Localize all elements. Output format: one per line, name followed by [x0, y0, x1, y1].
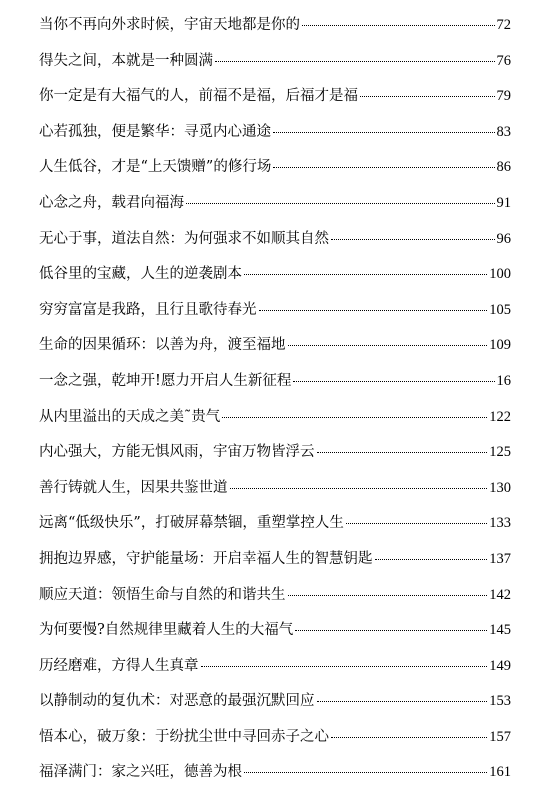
toc-entry[interactable]: [39, 506, 511, 542]
toc-entry[interactable]: [39, 613, 511, 649]
toc-dot-leader: [244, 274, 487, 275]
toc-dot-leader: [331, 737, 487, 738]
toc-entry[interactable]: [39, 44, 511, 80]
toc-entry-title: 你一定是有大福气的人，前福不是福，后福才是福: [39, 88, 358, 105]
toc-entry-page-number: 137: [489, 550, 511, 567]
toc-entry-title: 无心于事，道法自然：为何强求不如顺其自然: [39, 230, 329, 247]
toc-entry-page-number: 157: [489, 728, 511, 745]
toc-entry-title: 一念之强，乾坤开!愿力开启人生新征程: [39, 372, 292, 389]
toc-entry-title: 当你不再向外求时候，宇宙天地都是你的: [39, 17, 300, 33]
toc-entry[interactable]: [39, 649, 511, 685]
toc-entry-page-number: 142: [489, 586, 511, 603]
toc-entry-title: 远离“低级快乐”，打破屏幕禁锢，重塑掌控人生: [39, 515, 344, 532]
toc-entry[interactable]: [39, 150, 511, 186]
toc-entry-page-number: 161: [489, 764, 511, 781]
toc-entry-title: 为何要慢?自然规律里藏着人生的大福气: [39, 622, 294, 639]
toc-entry-page-number: 72: [496, 17, 511, 33]
toc-entry-title: 低谷里的宝藏，人生的逆袭剧本: [39, 266, 242, 283]
toc-entry-title: 人生低谷，才是“上天馈赠”的修行场: [39, 159, 272, 176]
toc-entry-title: 福泽满门：家之兴旺，德善为根: [39, 764, 242, 781]
toc-entry[interactable]: [39, 578, 511, 614]
toc-entry-page-number: 96: [496, 230, 511, 247]
toc-entry-page-number: 130: [489, 479, 511, 496]
toc-dot-leader: [288, 595, 488, 596]
toc-entry-title: 历经磨难，方得人生真章: [39, 657, 199, 674]
toc-entry-title: 顺应天道：领悟生命与自然的和谐共生: [39, 586, 286, 603]
toc-dot-leader: [273, 167, 494, 168]
toc-entry[interactable]: [39, 435, 511, 471]
toc-entry[interactable]: [39, 542, 511, 578]
toc-entry-title: 得失之间，本就是一种圆满: [39, 52, 213, 69]
toc-entry-title: 悟本心，破万象：于纷扰尘世中寻回赤子之心: [39, 728, 329, 745]
toc-entry[interactable]: [39, 222, 511, 258]
toc-dot-leader: [293, 381, 494, 382]
toc-entry-title: 善行铸就人生，因果共鉴世道: [39, 479, 228, 496]
toc-dot-leader: [215, 61, 495, 62]
toc-entry-title: 以静制动的复仇术：对恶意的最强沉默回应: [39, 693, 315, 710]
toc-entry[interactable]: [39, 684, 511, 720]
toc-entry[interactable]: [39, 115, 511, 151]
toc-entry-page-number: 109: [489, 337, 511, 354]
toc-entry-page-number: 100: [489, 266, 511, 283]
toc-entry-title: 穷穷富富是我路，且行且歌待春光: [39, 301, 257, 318]
toc-entry-page-number: 153: [489, 693, 511, 710]
toc-dot-leader: [259, 310, 488, 311]
toc-dot-leader: [222, 417, 487, 418]
toc-entry-page-number: 79: [496, 88, 511, 105]
toc-entry-page-number: 83: [496, 123, 511, 140]
toc-dot-leader: [346, 523, 487, 524]
toc-entry-title: 心念之舟，载君向福海: [39, 194, 184, 211]
toc-entry[interactable]: [39, 364, 511, 400]
toc-entry-page-number: 86: [496, 159, 511, 176]
toc-dot-leader: [186, 203, 495, 204]
toc-dot-leader: [273, 132, 495, 133]
toc-dot-leader: [302, 25, 495, 26]
toc-entry[interactable]: [39, 328, 511, 364]
toc-entry-page-number: 145: [489, 622, 511, 639]
toc-entry-page-number: 91: [496, 194, 511, 211]
toc-entry-title: 生命的因果循环：以善为舟，渡至福地: [39, 337, 286, 354]
toc-dot-leader: [331, 239, 495, 240]
toc-entry-title: 内心强大，方能无惧风雨，宇宙万物皆浮云: [39, 444, 315, 461]
toc-entry[interactable]: [39, 8, 511, 44]
toc-dot-leader: [201, 666, 488, 667]
toc-entry-title: 心若孤独，便是繁华：寻觅内心通途: [39, 123, 271, 140]
toc-entry[interactable]: [39, 755, 511, 791]
toc-entry-title: 从内里溢出的天成之美˜贵气: [39, 408, 221, 425]
toc-dot-leader: [360, 96, 495, 97]
toc-entry[interactable]: [39, 720, 511, 756]
toc-entry[interactable]: [39, 79, 511, 115]
toc-entry-page-number: 149: [489, 657, 511, 674]
toc-entry[interactable]: [39, 400, 511, 436]
toc-entry[interactable]: [39, 186, 511, 222]
toc-entry-page-number: 105: [489, 301, 511, 318]
toc-dot-leader: [288, 345, 488, 346]
toc-entry-page-number: 133: [489, 515, 511, 532]
toc-entry-page-number: 125: [489, 444, 511, 461]
toc-dot-leader: [295, 630, 487, 631]
toc-entry-page-number: 16: [496, 372, 511, 389]
toc-dot-leader: [244, 772, 487, 773]
toc-entry-page-number: 76: [496, 52, 511, 69]
toc-dot-leader: [230, 488, 488, 489]
toc-dot-leader: [375, 559, 488, 560]
toc-entry[interactable]: [39, 471, 511, 507]
toc-dot-leader: [317, 701, 488, 702]
toc-dot-leader: [317, 452, 488, 453]
toc-entry-page-number: 122: [489, 408, 511, 425]
toc-entry-title: 拥抱边界感，守护能量场：开启幸福人生的智慧钥匙: [39, 550, 373, 567]
toc-entry[interactable]: [39, 293, 511, 329]
toc-entry[interactable]: [39, 257, 511, 293]
